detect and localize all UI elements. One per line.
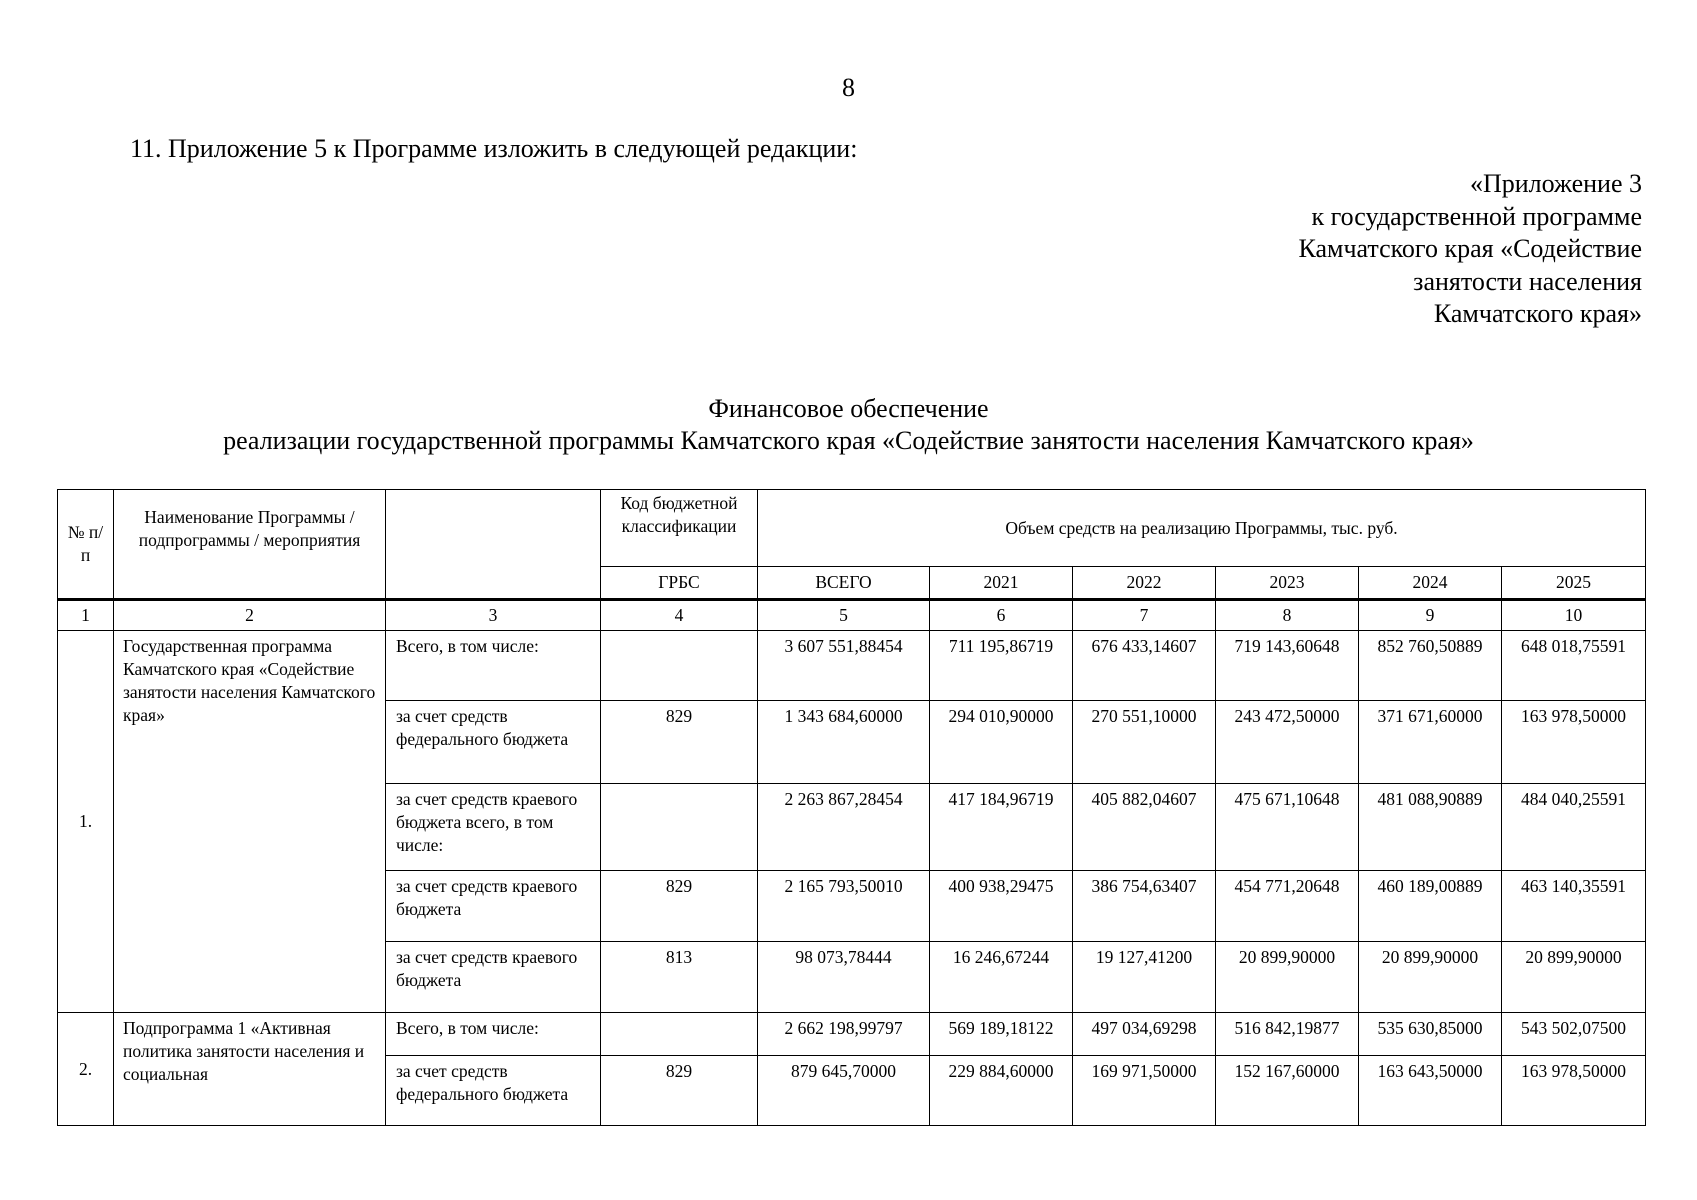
funding-source: за счет средств федерального бюджета bbox=[386, 1056, 601, 1126]
value-2022: 405 882,04607 bbox=[1073, 784, 1216, 871]
amendment-text: 11. Приложение 5 к Программе изложить в следующей редакции: bbox=[130, 134, 858, 163]
column-number: 9 bbox=[1359, 600, 1502, 631]
value-total: 1 343 684,60000 bbox=[758, 701, 930, 784]
annex-line: Камчатского края «Содействие bbox=[1298, 234, 1642, 263]
value-total: 2 662 198,99797 bbox=[758, 1013, 930, 1056]
grbs-code bbox=[601, 631, 758, 701]
value-2021: 400 938,29475 bbox=[930, 871, 1073, 942]
grbs-code: 813 bbox=[601, 942, 758, 1013]
program-name: Государственная программа Камчатского края «Содействие занятости населения Камчатского края» bbox=[114, 631, 386, 1013]
column-number-row bbox=[58, 600, 1646, 631]
title-line: реализации государственной программы Камчатского края «Содействие занятости населения Камчатского края» bbox=[223, 426, 1474, 455]
value-2023: 454 771,20648 bbox=[1216, 871, 1359, 942]
value-2021: 711 195,86719 bbox=[930, 631, 1073, 701]
value-2024: 481 088,90889 bbox=[1359, 784, 1502, 871]
annex-reference bbox=[1298, 168, 1642, 331]
annex-line: занятости населения bbox=[1413, 266, 1642, 296]
value-2023: 516 842,19877 bbox=[1216, 1013, 1359, 1056]
header-volume: Объем средств на реализацию Программы, тыс. руб. bbox=[758, 490, 1646, 567]
column-number: 2 bbox=[114, 600, 386, 631]
header-grbs: ГРБС bbox=[601, 567, 758, 600]
value-total: 3 607 551,88454 bbox=[758, 631, 930, 701]
funding-source: за счет средств федерального бюджета bbox=[386, 701, 601, 784]
value-2021: 16 246,67244 bbox=[930, 942, 1073, 1013]
column-number: 8 bbox=[1216, 600, 1359, 631]
grbs-code bbox=[601, 784, 758, 871]
value-2022: 270 551,10000 bbox=[1073, 701, 1216, 784]
value-2025: 463 140,35591 bbox=[1502, 871, 1646, 942]
value-2024: 460 189,00889 bbox=[1359, 871, 1502, 942]
program-name: Подпрограмма 1 «Активная политика занятости населения и социальная bbox=[114, 1013, 386, 1126]
value-2025: 20 899,90000 bbox=[1502, 942, 1646, 1013]
annex-line: «Приложение 3 bbox=[1469, 169, 1642, 198]
value-2023: 152 167,60000 bbox=[1216, 1056, 1359, 1126]
value-2022: 497 034,69298 bbox=[1073, 1013, 1216, 1056]
grbs-code: 829 bbox=[601, 871, 758, 942]
header-num: № п/п bbox=[58, 490, 114, 600]
value-2023: 20 899,90000 bbox=[1216, 942, 1359, 1013]
value-2023: 719 143,60648 bbox=[1216, 631, 1359, 701]
value-2025: 163 978,50000 bbox=[1502, 1056, 1646, 1126]
value-2023: 243 472,50000 bbox=[1216, 701, 1359, 784]
value-2025: 484 040,25591 bbox=[1502, 784, 1646, 871]
header-source bbox=[386, 490, 601, 600]
header-name: Наименование Программы / подпрограммы / мероприятия bbox=[114, 490, 386, 600]
column-number: 3 bbox=[386, 600, 601, 631]
funding-source: за счет средств краевого бюджета всего, в том числе: bbox=[386, 784, 601, 871]
funding-source: за счет средств краевого бюджета bbox=[386, 871, 601, 942]
value-2022: 19 127,41200 bbox=[1073, 942, 1216, 1013]
value-2024: 163 643,50000 bbox=[1359, 1056, 1502, 1126]
column-number: 10 bbox=[1502, 600, 1646, 631]
header-year: 2022 bbox=[1073, 567, 1216, 600]
column-number: 7 bbox=[1073, 600, 1216, 631]
header-code: Код бюджетной классификации bbox=[601, 490, 758, 567]
financing-table bbox=[57, 489, 1646, 1126]
document-title bbox=[0, 393, 1697, 457]
annex-line: к государственной программе bbox=[1311, 201, 1642, 231]
column-number: 6 bbox=[930, 600, 1073, 631]
value-2024: 535 630,85000 bbox=[1359, 1013, 1502, 1056]
title-line: Финансовое обеспечение bbox=[708, 394, 989, 423]
value-2021: 569 189,18122 bbox=[930, 1013, 1073, 1056]
value-2022: 386 754,63407 bbox=[1073, 871, 1216, 942]
funding-source: за счет средств краевого бюджета bbox=[386, 942, 601, 1013]
page-number: 8 bbox=[842, 73, 855, 102]
value-total: 879 645,70000 bbox=[758, 1056, 930, 1126]
value-2024: 371 671,60000 bbox=[1359, 701, 1502, 784]
row-number: 1. bbox=[58, 631, 114, 1013]
grbs-code: 829 bbox=[601, 701, 758, 784]
table-row bbox=[58, 631, 1646, 701]
value-2022: 676 433,14607 bbox=[1073, 631, 1216, 701]
value-total: 2 165 793,50010 bbox=[758, 871, 930, 942]
value-2024: 20 899,90000 bbox=[1359, 942, 1502, 1013]
row-number: 2. bbox=[58, 1013, 114, 1126]
column-number: 1 bbox=[58, 600, 114, 631]
header-year: 2023 bbox=[1216, 567, 1359, 600]
column-number: 5 bbox=[758, 600, 930, 631]
value-2025: 543 502,07500 bbox=[1502, 1013, 1646, 1056]
annex-line: Камчатского края» bbox=[1433, 299, 1642, 328]
grbs-code bbox=[601, 1013, 758, 1056]
value-2021: 417 184,96719 bbox=[930, 784, 1073, 871]
header-year: 2025 bbox=[1502, 567, 1646, 600]
header-total: ВСЕГО bbox=[758, 567, 930, 600]
header-year: 2024 bbox=[1359, 567, 1502, 600]
funding-source: Всего, в том числе: bbox=[386, 1013, 601, 1056]
value-2024: 852 760,50889 bbox=[1359, 631, 1502, 701]
header-year: 2021 bbox=[930, 567, 1073, 600]
value-2021: 294 010,90000 bbox=[930, 701, 1073, 784]
grbs-code: 829 bbox=[601, 1056, 758, 1126]
value-2021: 229 884,60000 bbox=[930, 1056, 1073, 1126]
table-row bbox=[58, 1013, 1646, 1056]
value-2025: 648 018,75591 bbox=[1502, 631, 1646, 701]
value-total: 98 073,78444 bbox=[758, 942, 930, 1013]
value-2025: 163 978,50000 bbox=[1502, 701, 1646, 784]
value-2022: 169 971,50000 bbox=[1073, 1056, 1216, 1126]
column-number: 4 bbox=[601, 600, 758, 631]
value-total: 2 263 867,28454 bbox=[758, 784, 930, 871]
funding-source: Всего, в том числе: bbox=[386, 631, 601, 701]
value-2023: 475 671,10648 bbox=[1216, 784, 1359, 871]
